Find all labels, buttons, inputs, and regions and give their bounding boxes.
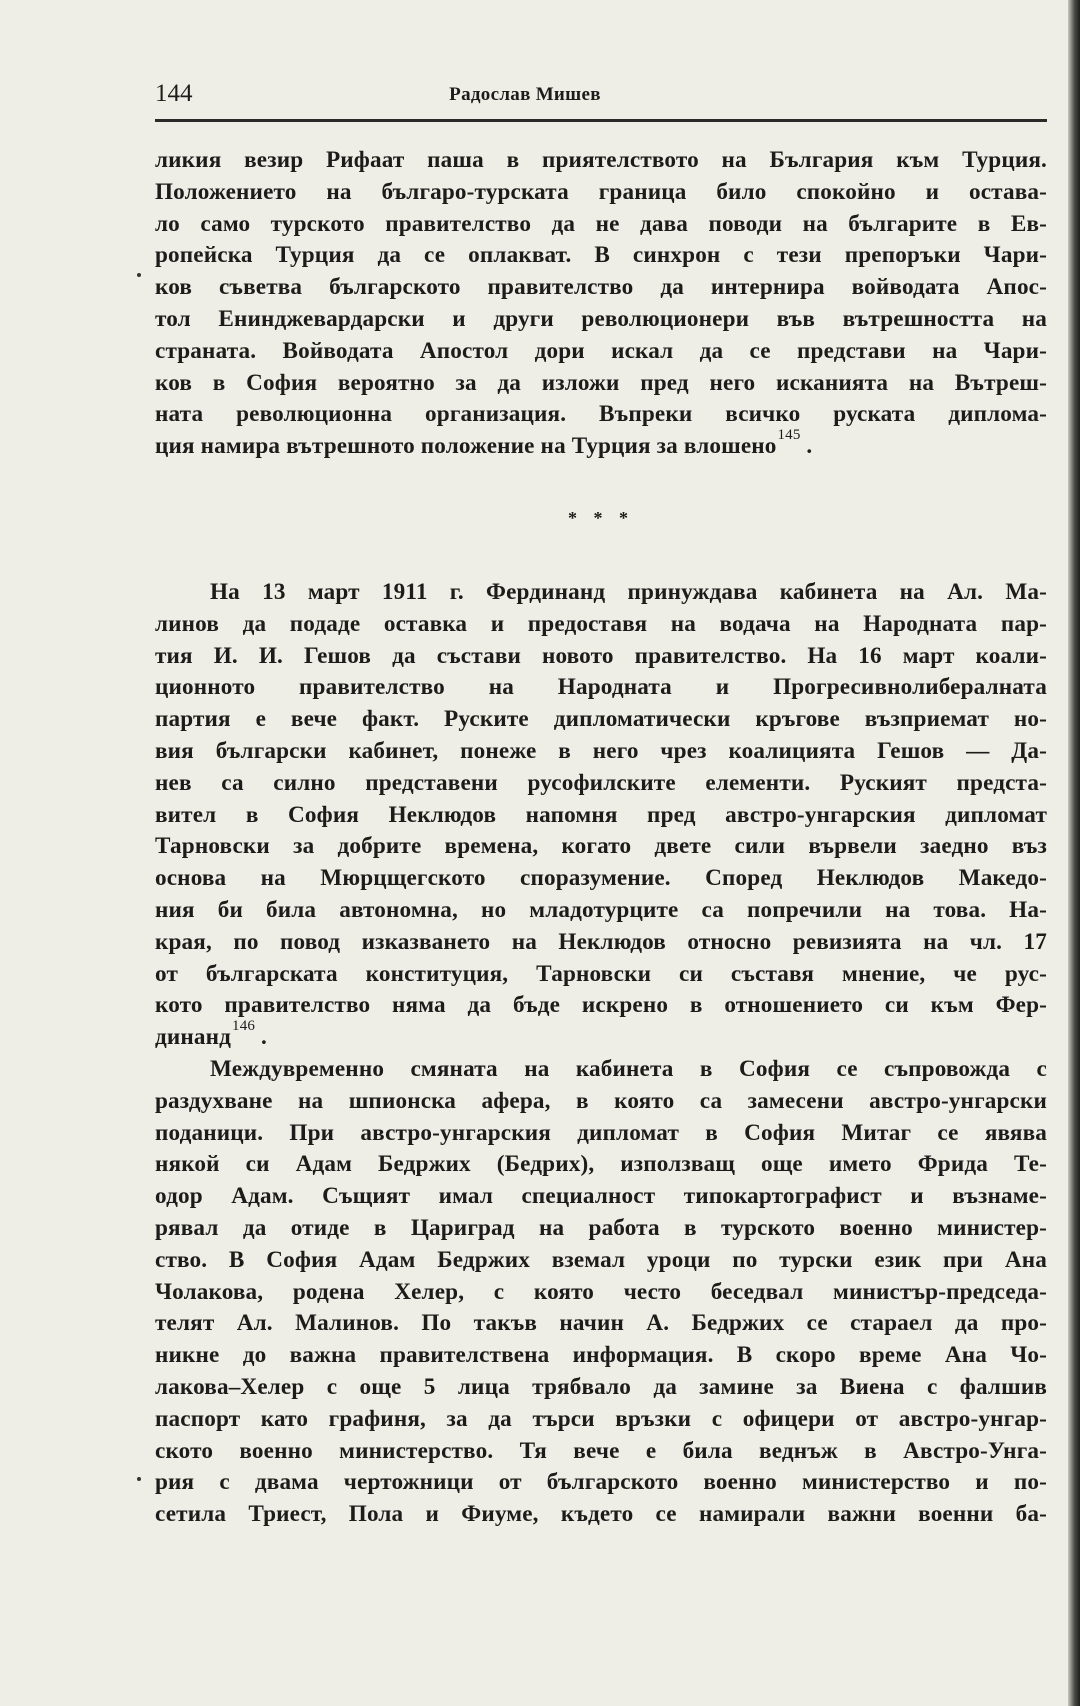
text-line: сетила Триест, Пола и Фиуме, където се намирали важни военни ба-	[155, 1501, 1047, 1528]
text-line: паспорт като графиня, за да търси връзки с офицери от австро-унгар-	[155, 1405, 1047, 1432]
text-line: кото правителство няма да бъде искрено в отношението си към Фер-	[155, 992, 1047, 1019]
text-line: На 13 март 1911 г. Фердинанд принуждава кабинета на Ал. Ма-	[210, 579, 1047, 605]
text-line: Положението на българо-турската граница било спокойно и остава-	[155, 178, 1047, 205]
section-separator: * * *	[568, 508, 634, 528]
print-speck	[137, 273, 141, 277]
text-line: Тарновски за добрите времена, когато двете сили вървели заедно въз	[155, 833, 1047, 860]
footnote-ref-146: 146	[232, 1018, 255, 1035]
page-number: 144	[155, 80, 193, 107]
text-line: поданици. При австро-унгарския дипломат в София Митаг се явява	[155, 1119, 1047, 1146]
text-line: ния би била автономна, но младотурците са попречили на това. На-	[155, 896, 1047, 923]
text-line: ков съветва българското правителство да интернира войводата Апос-	[155, 274, 1047, 301]
running-head-author: Радослав Мишев	[449, 84, 601, 105]
text-line: от българската конституция, Тарновски си съставя мнение, че рус-	[155, 960, 1047, 987]
text-line: ков в София вероятно за да изложи пред него исканията на Вътреш-	[155, 369, 1047, 396]
text-line: нев са силно представени русофилските елементи. Руският предста-	[155, 769, 1047, 796]
text-line-content: ция намира вътрешното положение на Турция за влошено	[155, 433, 777, 460]
text-line: ликия везир Рифаат паша в приятелството на България към Турция.	[155, 147, 1047, 173]
text-line: партия е вече факт. Руските дипломатически кръгове възприемат но-	[155, 706, 1047, 733]
text-line-last	[155, 1018, 1047, 1054]
text-line: никне до важна правителствена информация. В скоро време Ана Чо-	[155, 1342, 1047, 1369]
text-line: ната революционна организация. Въпреки всичко руската диплома-	[155, 401, 1047, 428]
text-line: телят Ал. Малинов. По такъв начин А. Бедржих се стараел да про-	[155, 1310, 1047, 1337]
text-line: Междувременно смяната на кабинета в София се съпровожда с	[210, 1055, 1047, 1082]
text-line: някой си Адам Бедржих (Бедрих), използващ още името Фрида Те-	[155, 1151, 1047, 1178]
text-line: ло само турското правителство да не дава поводи на българите в Ев-	[155, 210, 1047, 237]
page-edge-shadow	[1068, 0, 1080, 1706]
text-line-end: .	[800, 433, 813, 460]
text-line: тол Енинджевардарски и други революционери във вътрешността на	[155, 305, 1047, 332]
text-line: ропейска Турция да се оплакват. В синхрон с тези препоръки Чари-	[155, 242, 1047, 269]
text-line: вия български кабинет, понеже в него чрез коалицията Гешов — Да-	[155, 737, 1047, 764]
paragraph-2	[155, 577, 1047, 1531]
running-head	[155, 80, 1045, 116]
text-line: страната. Войводата Апостол дори искал да се представи на Чари-	[155, 337, 1047, 364]
text-line: основа на Мюрцщегското споразумение. Според Неклюдов Македо-	[155, 865, 1047, 892]
text-line: раздухване на шпионска афера, в която са замесени австро-унгарски	[155, 1087, 1047, 1114]
header-rule	[155, 119, 1047, 122]
text-line-content: динанд	[155, 1024, 232, 1051]
text-line: вител в София Неклюдов напомня пред австро-унгарския дипломат	[155, 801, 1047, 828]
text-line: Чолакова, родена Хелер, с която често беседвал министър-председа-	[155, 1278, 1047, 1305]
text-line: ското военно министерство. Тя вече е била веднъж в Австро-Унга-	[155, 1437, 1047, 1464]
text-line: рявал да отиде в Цариград на работа в турското военно министер-	[155, 1214, 1047, 1241]
text-line: лакова–Хелер с още 5 лица трябвало да замине за Виена с фалшив	[155, 1373, 1047, 1400]
text-line: тия И. И. Гешов да състави новото правителство. На 16 март коали-	[155, 642, 1047, 669]
text-line: одор Адам. Същият имал специалност типокартографист и възнаме-	[155, 1183, 1047, 1210]
text-line: края, по повод изказването на Неклюдов относно ревизията на чл. 17	[155, 928, 1047, 955]
text-line-last	[155, 427, 1047, 463]
footnote-ref-145: 145	[777, 427, 801, 444]
text-line: ство. В София Адам Бедржих вземал уроци по турски език при Ана	[155, 1246, 1047, 1273]
text-line-end: .	[255, 1024, 267, 1051]
paragraph-1	[155, 145, 1047, 463]
print-speck	[137, 1477, 141, 1481]
text-line: линов да подаде оставка и предоставя на водача на Народната пар-	[155, 610, 1047, 637]
text-line: ционното правителство на Народната и Прогресивнолибералната	[155, 674, 1047, 701]
text-line: рия с двама чертожници от българското военно министерство и по-	[155, 1469, 1047, 1496]
